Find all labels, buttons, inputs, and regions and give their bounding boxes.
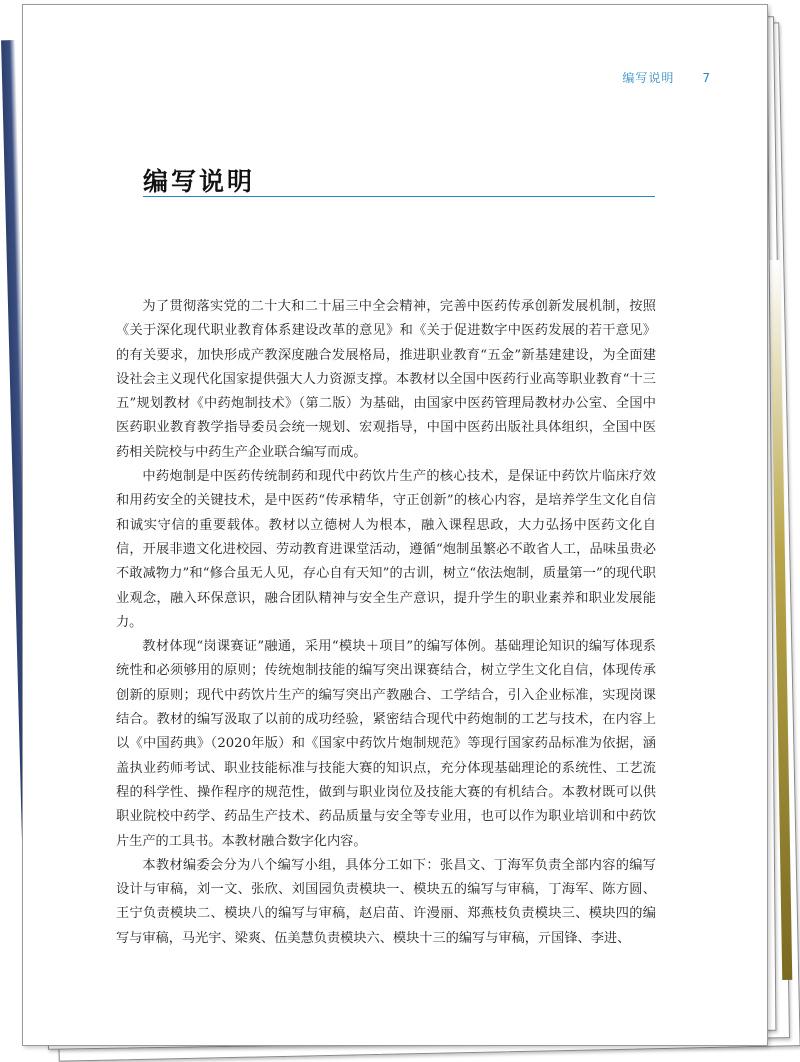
- body-text: [116, 295, 656, 951]
- paragraph: 本教材编委会分为八个编写小组，具体分工如下：张昌文、丁海军负责全部内容的编写设计与审稿，刘一文、张欣、刘国园负责模块一、模块五的编写与审稿，丁海军、陈方圆、王宁负责模块二、模块八的编写与审稿，赵启苗、许漫丽、郑燕枝负责模块三、模块四的编写与审稿，马光宇、梁爽、伍美慧负责模块六、模块十三的编写与审稿，亓国锋、李进、: [116, 857, 656, 946]
- paragraph: 教材体现“岗课赛证”融通，采用“模块＋项目”的编写体例。基础理论知识的编写体现系统性和必须够用的原则；传统炮制技能的编写突出课赛结合，树立学生文化自信，体现传承创新的原则；现代中药饮片生产的编写突出产教融合、工学结合，引入企业标准，实现岗课结合。教材的编写汲取了以前的成功经验，紧密结合现代中药炮制的工艺与技术，在内容上以《中国药典》（2020年版）和《国家中药饮片炮制规范》等现行国家药品标准为依据，涵盖执业药师考试、职业技能标准与技能大赛的知识点，充分体现基础理论的系统性、工艺流程的科学性、操作程序的规范性，做到与职业岗位及技能大赛的有机结合。本教材既可以供职业院校中药学、药品生产技术、药品质量与安全等专业用，也可以作为职业培训和中药饮片生产的工具书。本教材融合数字化内容。: [116, 639, 656, 849]
- paragraph: 为了贯彻落实党的二十大和二十届三中全会精神，完善中医药传承创新发展机制，按照《关于深化现代职业教育体系建设改革的意见》和《关于促进数字中医药发展的若干意见》的有关要求，加快形成产教深度融合发展格局，推进职业教育“五金”新基建建设，为全面建设社会主义现代化国家提供强大人力资源支撑。本教材以全国中医药行业高等职业教育“十三五”规划教材《中药炮制技术》（第二版）为基础，由国家中医药管理局教材办公室、全国中医药职业教育教学指导委员会统一规划、宏观指导，中国中医药出版社具体组织，全国中医药相关院校与中药生产企业联合编写而成。: [116, 299, 656, 460]
- title-underline: [143, 196, 655, 197]
- document-page: [22, 4, 768, 1046]
- paragraph: 中药炮制是中医药传统制药和现代中药饮片生产的核心技术，是保证中药饮片临床疗效和用药安全的关键技术，是中医药“传承精华，守正创新”的核心内容，是培养学生文化自信和诚实守信的重要载体。教材以立德树人为根本，融入课程思政，大力弘扬中医药文化自信，开展非遗文化进校园、劳动教育进课堂活动，遵循“炮制虽繁必不敢省人工，品味虽贵必不敢减物力”和“修合虽无人见，存心自有天知”的古训，树立“依法炮制，质量第一”的现代职业观念，融入环保意识，融合团队精神与安全生产意识，提升学生的职业素养和职业发展能力。: [116, 469, 656, 630]
- running-header-section: 编写说明: [622, 71, 675, 85]
- running-header: [622, 69, 711, 86]
- page-number: 7: [702, 71, 711, 85]
- page-title: 编写说明: [143, 167, 256, 196]
